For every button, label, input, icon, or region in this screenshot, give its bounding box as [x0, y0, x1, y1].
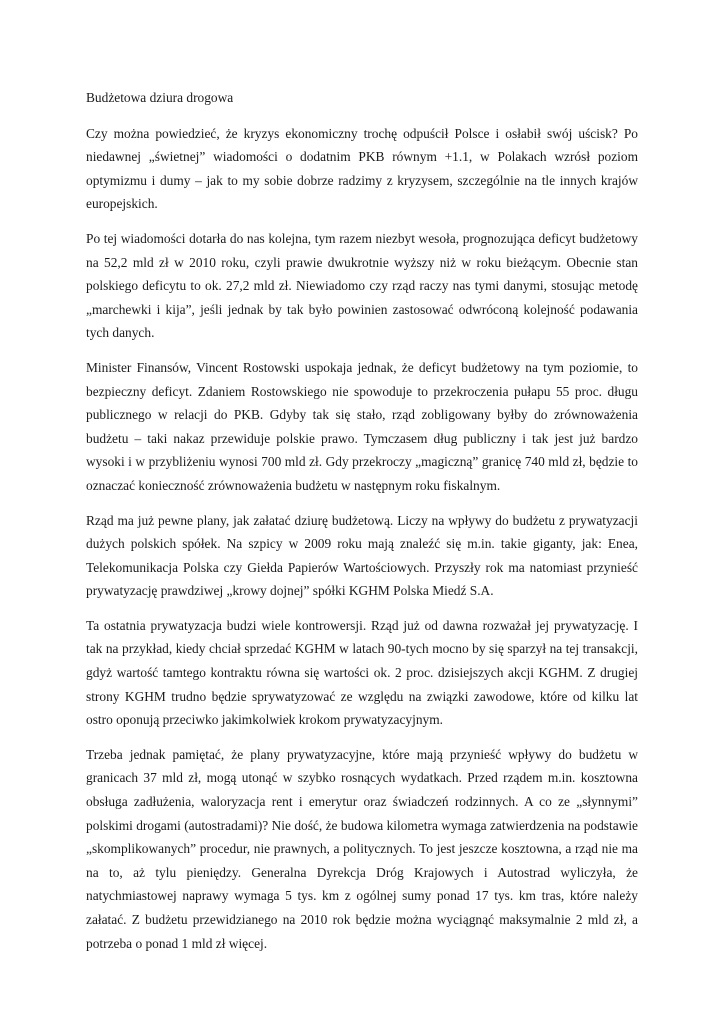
paragraph-2: Po tej wiadomości dotarła do nas kolejna, tym razem niezbyt wesoła, prognozująca deficyt budżetowy na 52,2 mld zł w 2010 roku, czyli prawie dwukrotnie wyższy niż w roku bieżącym. Obecnie stan polskiego deficytu to ok. 27,2 mld zł. Niewiadomo czy rząd raczy nas tymi danymi, stosując metodę „marchewki i kija”, jeśli jednak by tak było powinien zastosować odwróconą kolejność podawania tych danych. [86, 230, 638, 341]
paragraph-3: Minister Finansów, Vincent Rostowski uspokaja jednak, że deficyt budżetowy na tym poziomie, to bezpieczny deficyt. Zdaniem Rostowskiego nie spowoduje to przekroczenia pułapu 55 proc. długu publicznego w relacji do PKB. Gdyby tak się stało, rząd zobligowany byłby do zrównoważenia budżetu – taki nakaz przewiduje polskie prawo. Tymczasem dług publiczny i tak jest już bardzo wysoki i w przybliżeniu wynosi 700 mld zł. Gdy przekroczy „magiczną” granicę 740 mld zł, będzie to oznaczać konieczność zrównoważenia budżetu w następnym roku fiskalnym. [86, 359, 638, 493]
paragraph-5: Ta ostatnia prywatyzacja budzi wiele kontrowersji. Rząd już od dawna rozważał jej prywatyzację. I tak na przykład, kiedy chciał sprzedać KGHM w latach 90-tych mocno by się sparzył na tej transakcji, gdyż wartość tamtego kontraktu równa się wartości ok. 2 proc. dzisiejszych akcji KGHM. Z drugiej strony KGHM trudno będzie sprywatyzować ze względu na związki zawodowe, które od kilku lat ostro oponują przeciwko jakimkolwiek krokom prywatyzacyjnym. [86, 617, 638, 728]
document-body [86, 86, 638, 966]
document-title: Budżetowa dziura drogowa [86, 90, 234, 105]
paragraph-6: Trzeba jednak pamiętać, że plany prywatyzacyjne, które mają przynieść wpływy do budżetu w granicach 37 mld zł, mogą utonąć w szybko rosnących wydatkach. Przed rządem m.in. kosztowna obsługa zadłużenia, waloryzacja rent i emerytur oraz świadczeń rodzinnych. A co ze „słynnymi” polskimi drogami (autostradami)? Nie dość, że budowa kilometra wymaga zatwierdzenia na podstawie „skomplikowanych” procedur, nie prawnych, a politycznych. To jest jeszcze kosztowna, a rząd nie ma na to, aż tylu pieniędzy. Generalna Dyrekcja Dróg Krajowych i Autostrad wyliczyła, że natychmiastowej naprawy wymaga 5 tys. km z ogólnej sumy ponad 17 tys. km tras, które należy załatać. Z budżetu przewidzianego na 2010 rok będzie można wyciągnąć maksymalnie 2 mld zł, a potrzeba o ponad 1 mld zł więcej. [86, 746, 638, 951]
paragraph-4: Rząd ma już pewne plany, jak załatać dziurę budżetową. Liczy na wpływy do budżetu z prywatyzacji dużych polskich spółek. Na szpicy w 2009 roku mają znaleźć się m.in. takie giganty, jak: Enea, Telekomunikacja Polska czy Giełda Papierów Wartościowych. Przyszły rok ma natomiast przynieść prywatyzację prawdziwej „krowy dojnej” spółki KGHM Polska Miedź S.A. [86, 512, 638, 599]
paragraph-1: Czy można powiedzieć, że kryzys ekonomiczny trochę odpuścił Polsce i osłabił swój uścisk? Po niedawnej „świetnej” wiadomości o dodatnim PKB równym +1.1, w Polakach wzrósł poziom optymizmu i dumy – jak to my sobie dobrze radzimy z kryzysem, szczególnie na tle innych krajów europejskich. [86, 125, 638, 212]
